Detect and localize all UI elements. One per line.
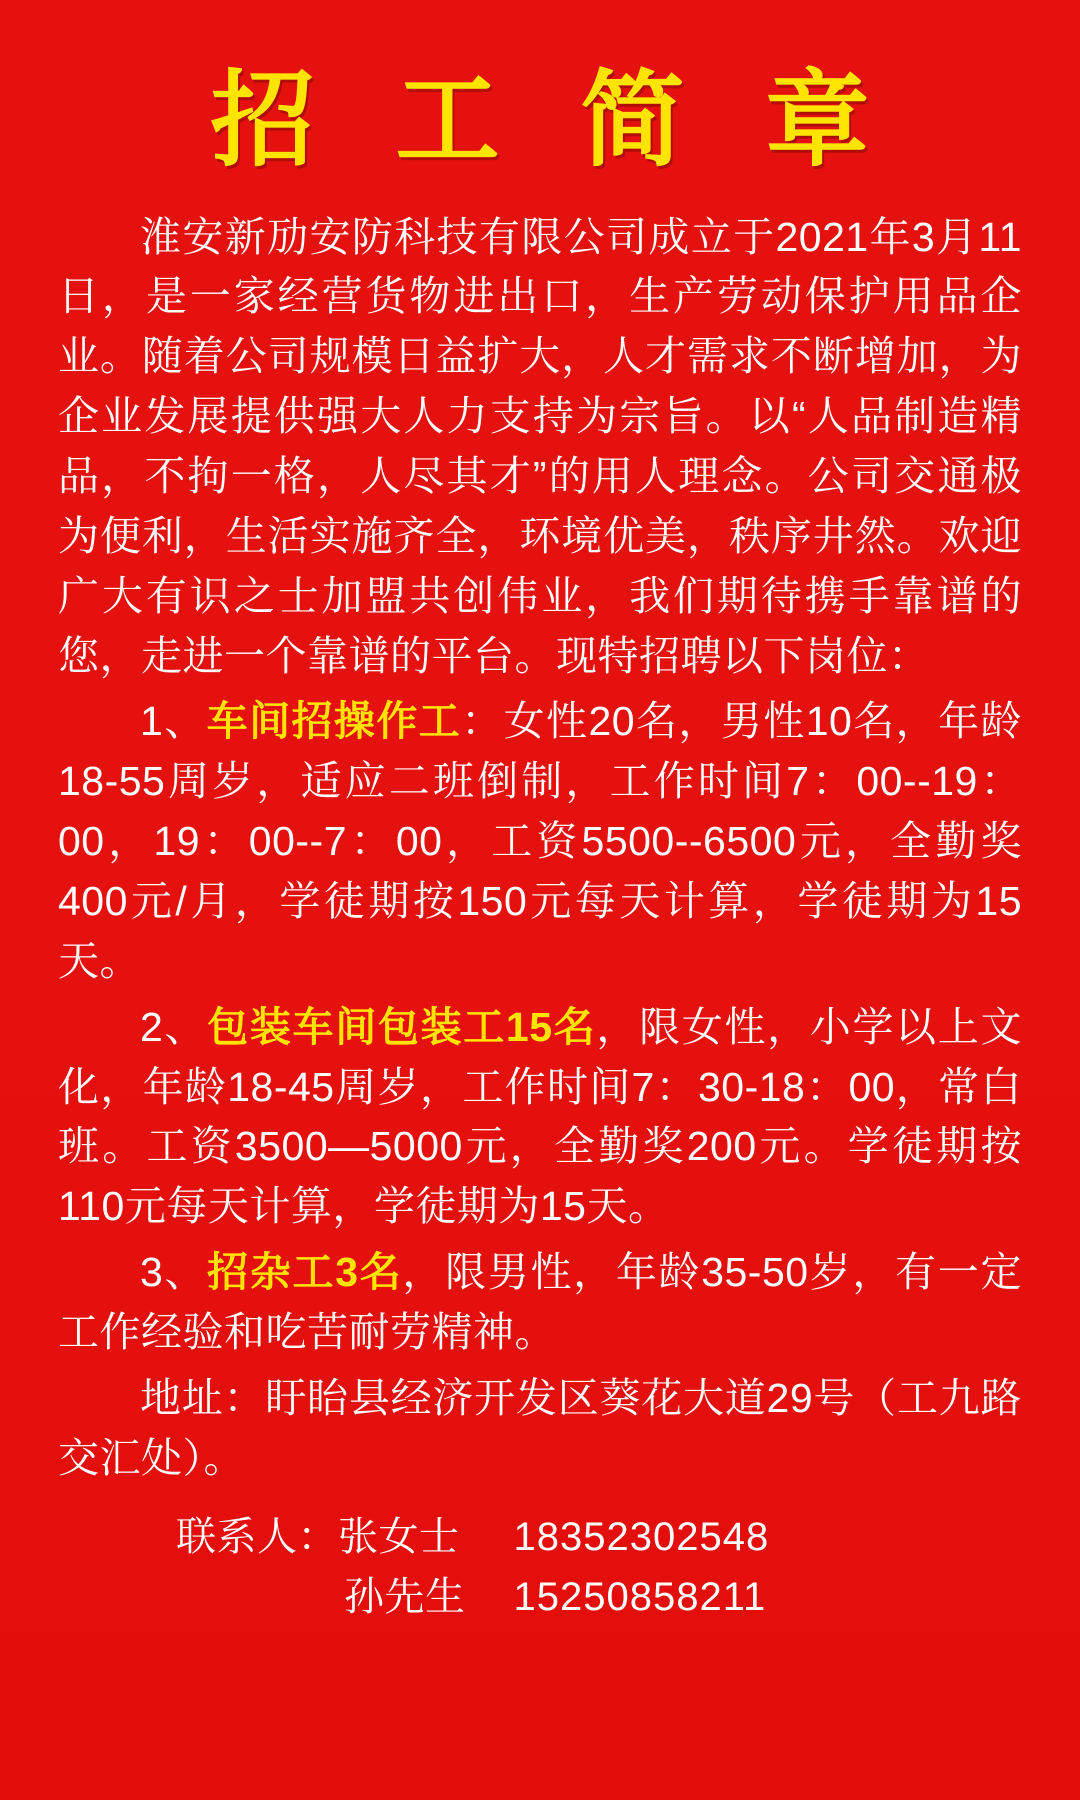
- contact-phone-2[interactable]: 15250858211: [513, 1574, 767, 1619]
- contact-block: [58, 1507, 1022, 1627]
- contact-phone-1[interactable]: 18352302548: [513, 1514, 770, 1559]
- contact-name-2: 孙先生: [344, 1574, 466, 1619]
- contact-name-1: 张女士: [338, 1514, 460, 1559]
- job-3-detail: ，限男性，年龄35-50岁，有一定工作经验和吃苦耐劳精神。: [58, 1249, 1022, 1356]
- job-3-index: 3、: [140, 1249, 208, 1296]
- address-paragraph: 地址：盱眙县经济开发区葵花大道29号（工九路交汇处）。: [58, 1374, 1022, 1481]
- job-3-title: 招杂工3名: [207, 1249, 403, 1296]
- job-2-title: 包装车间包装工15名: [207, 1003, 597, 1050]
- job-item-3: [58, 1243, 1022, 1363]
- job-item-1: [58, 692, 1022, 991]
- poster-body: [58, 208, 1022, 1627]
- job-1-index: 1、: [140, 698, 207, 745]
- job-1-detail: ：女性20名，男性10名，年龄18-55周岁，适应二班倒制，工作时间7：00--19：00，19：00--7：00，工资5500--6500元，全勤奖400元/月，学徒期按150元每天计算，学徒期为15天。: [58, 698, 1022, 984]
- page-title: 招 工 简 章: [210, 63, 896, 179]
- contact-row-2: [58, 1567, 1022, 1627]
- job-item-2: [58, 998, 1022, 1237]
- job-1-title: 车间招操作工: [206, 698, 462, 745]
- contact-label: 联系人：: [176, 1514, 338, 1559]
- job-2-detail: ，限女性，小学以上文化，年龄18-45周岁，工作时间7：30-18：00，常白班。工资3500—5000元，全勤奖200元。学徒期按110元每天计算，学徒期为15天。: [58, 1003, 1022, 1230]
- contact-row-1: [58, 1507, 1022, 1567]
- job-2-index: 2、: [140, 1003, 208, 1050]
- intro-paragraph: 淮安新劢安防科技有限公司成立于2021年3月11日，是一家经营货物进出口，生产劳动保护用品企业。随着公司规模日益扩大，人才需求不断增加，为企业发展提供强大人力支持为宗旨。以“人品制造精品，不拘一格，人尽其才”的用人理念。公司交通极为便利，生活实施齐全，环境优美，秩序井然。欢迎广大有识之士加盟共创伟业，我们期待携手靠谱的您，走进一个靠谱的平台。现特招聘以下岗位：: [58, 213, 1022, 679]
